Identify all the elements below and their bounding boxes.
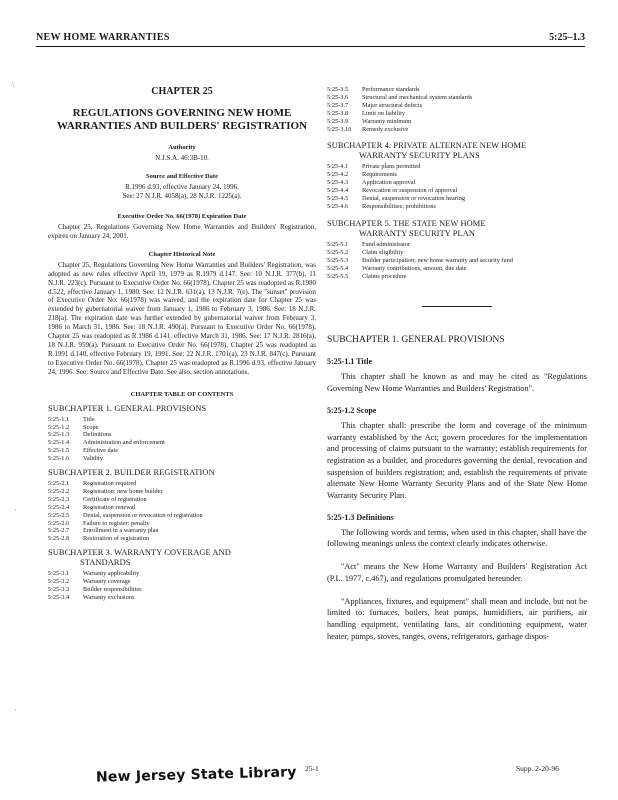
toc-item-number: 5:25-2.8 (48, 535, 70, 543)
toc-item[interactable] (327, 163, 587, 171)
toc-item-title: Private plans permitted (362, 163, 421, 171)
toc-item[interactable] (327, 86, 587, 94)
toc-item[interactable] (327, 195, 587, 203)
toc-item[interactable] (327, 110, 587, 118)
section-text: This chapter shall be known as and may be cited as "Regulations Governing New Home Warranties and Builders' Registration". (327, 372, 587, 394)
toc-item-number: 5:25-5.4 (327, 264, 349, 272)
toc-item-number: 5:25-3.6 (327, 93, 349, 101)
definition-paragraph: "Act" means the New Home Warranty and Builders' Registration Act (P.L. 1977, c.467), and regulations promulgated hereunder. (327, 562, 587, 583)
running-header (36, 30, 585, 47)
toc-item[interactable] (48, 504, 316, 512)
toc-item-number: 5:25-1.4 (48, 439, 70, 447)
toc-item-title: Validity (83, 455, 103, 463)
chapter-number: CHAPTER 25 (151, 86, 213, 97)
toc-item-number: 5:25-3.10 (327, 125, 352, 133)
toc-item-number: 5:25-5.3 (327, 256, 349, 264)
section-heading: 5:25-1.1 Title (327, 357, 373, 367)
toc-item[interactable] (327, 179, 587, 187)
toc-item-number: 5:25-2.4 (48, 503, 70, 511)
toc-subchapter-4-title-line2: WARRANTY SECURITY PLANS (359, 151, 480, 161)
toc-item-title: Fund administrator (362, 240, 411, 248)
toc-item-number: 5:25-2.7 (48, 527, 70, 535)
toc-subchapter-2-title: SUBCHAPTER 2. BUILDER REGISTRATION (48, 468, 215, 478)
toc-item-title: Warranty applicability (83, 570, 140, 578)
historical-note-text: Chapter 25, Regulations Governing New Home Warranties and Builders' Registration, was adopted as new rules effective April 19, 1979 as R.1979 d.147. See: 10 N.J.R. 377(b), 11 N.J.R. 223(c). Pursuant to Executive Order No. 66(1978), Chapter 25 was readopted as R.1980 d.522, effective January 1, 1980. See: 12 N.J.R. 631(a), 13 N.J.R. 7(e). The "sunset" provision of Executive Order No. 66(1978) was waived, and the expiration date for Chapter 25 was extended by gubernatorial waiver from January 1, 1986 to February 3, 1986. See: 18 N.J.R. 218(a). The expiration date was further extended by gubernatorial waiver from February 3, 1986 to March 31, 1986. See: 18 N.J.R. 490(a). Pursuant to Executive Order No. 66(1978), Chapter 25 was readopted as R.1986 d.141, effective March 31, 1986. See: 17 N.J.R. 2816(a), 18 N.J.R. 959(a). Pursuant to Executive Order No. 66(1978), Chapter 25 was readopted as R.1991 d.140, effective February 19, 1991. See: 22 N.J.R. 1701(a), 23 N.J.R. 847(c). Pursuant to Executive Order No. 66(1978), Chapter 25 was readopted as R.1996 d.93, effective January 24, 1996. See: Source and Effective Date. See also, section annotations. (48, 260, 316, 376)
toc-item-number: 5:25-1.6 (48, 455, 70, 463)
toc-item-title: Major structural defects (362, 101, 423, 109)
toc-item-title: Warranty coverage (83, 578, 131, 586)
source-line: See: 27 N.J.R. 4058(a), 28 N.J.R. 1225(a). (122, 192, 242, 200)
toc-item[interactable] (327, 203, 587, 211)
toc-item-number: 5:25-2.1 (48, 480, 70, 488)
toc-subchapter-3-title-line1: SUBCHAPTER 3. WARRANTY COVERAGE AND (48, 548, 231, 558)
toc-subchapter-3-title-line2: STANDARDS (80, 558, 131, 568)
toc-item-title: Requirements (362, 171, 397, 179)
toc-item-title: Scope (83, 423, 99, 431)
toc-item-title: Certificate of registration (83, 495, 147, 503)
toc-item[interactable] (327, 118, 587, 126)
toc-subchapter-1-title: SUBCHAPTER 1. GENERAL PROVISIONS (48, 403, 207, 413)
section-heading: 5:25-1.3 Definitions (327, 512, 394, 522)
toc-item-title: Failure to register: penalty (83, 519, 150, 527)
toc-subchapter-5-title-line1: SUBCHAPTER 5. THE STATE NEW HOME (327, 218, 486, 228)
toc-item[interactable] (48, 594, 316, 602)
toc-item-title: Effective date (83, 447, 119, 455)
toc-item-number: 5:25-4.4 (327, 187, 349, 195)
toc-item[interactable] (48, 439, 316, 447)
toc-item[interactable] (327, 241, 587, 249)
toc-item-title: Limit on liability (362, 109, 406, 117)
toc-item-title: Warranty exclusions (83, 594, 135, 601)
toc-item-number: 5:25-4.5 (327, 195, 349, 203)
toc-item[interactable] (327, 171, 587, 179)
toc-list (327, 163, 587, 210)
toc-item[interactable] (327, 102, 587, 110)
toc-item-number: 5:25-3.4 (48, 594, 70, 601)
toc-item-title: Definitions (83, 431, 112, 439)
source-line: R.1996 d.93, effective January 24, 1996. (125, 183, 239, 191)
toc-item[interactable] (327, 273, 587, 281)
toc-item-title: Registration renewal (83, 503, 136, 511)
toc-item[interactable] (48, 512, 316, 520)
library-stamp: New Jersey State Library (95, 764, 297, 786)
toc-item-title: Responsibilities; prohibitions (362, 202, 436, 210)
toc-list (48, 480, 316, 543)
toc-list (327, 86, 587, 133)
toc-list (48, 416, 316, 463)
toc-item[interactable] (327, 126, 587, 134)
definition-paragraph: "Appliances, fixtures, and equipment" shall mean and include, but not be limited to: furnaces, boilers, heat pumps, humidifiers, air purifiers, air handling equipment, ventilating fans, air conditioning equipment, water heater, pumps, stoves, ranges, ovens, refrigerators, garbage dispos- (327, 596, 587, 641)
authority-text: N.J.S.A. 46:3B-10. (155, 154, 209, 162)
toc-item-number: 5:25-2.6 (48, 519, 70, 527)
toc-item[interactable] (48, 570, 316, 578)
scan-mark: · (14, 505, 17, 515)
toc-subchapter-4-title (327, 141, 587, 161)
toc-item-number: 5:25-1.1 (48, 415, 70, 423)
source-text (48, 183, 316, 201)
toc-item[interactable] (48, 455, 316, 463)
toc-item[interactable] (48, 535, 316, 543)
toc-item-number: 5:25-3.2 (48, 578, 70, 586)
toc-item[interactable] (327, 265, 587, 273)
toc-item[interactable] (327, 187, 587, 195)
chapter-title: REGULATIONS GOVERNING NEW HOME WARRANTIES AND BUILDERS' REGISTRATION (56, 107, 308, 132)
toc-item-number: 5:25-1.5 (48, 447, 70, 455)
source-heading: Source and Effective Date (146, 173, 218, 180)
toc-item-title: Revocation or suspension of approval (362, 187, 458, 195)
toc-item-title: Application approval (362, 179, 416, 187)
toc-item-title: Warranty minimum (362, 117, 412, 125)
toc-item[interactable] (48, 480, 316, 488)
toc-subchapter-3-title (48, 548, 316, 568)
header-section-number: 5:25–1.3 (549, 32, 585, 43)
toc-item[interactable] (48, 488, 316, 496)
scan-mark: \ (12, 80, 15, 90)
toc-item[interactable] (327, 257, 587, 265)
header-title: NEW HOME WARRANTIES (36, 32, 170, 43)
page-number: 25-1 (305, 764, 319, 773)
section-text: The following words and terms, when used in this chapter, shall have the following meanings unless the context clearly indicates otherwise. (327, 527, 587, 549)
toc-item-title: Restoration of registration (83, 535, 150, 543)
toc-list (327, 241, 587, 281)
toc-item[interactable] (48, 527, 316, 535)
toc-subchapter-5-title-line2: WARRANTY SECURITY PLAN (359, 228, 476, 238)
toc-item-title: Administration and enforcement (83, 439, 165, 447)
left-column (48, 86, 316, 604)
executive-order-text: Chapter 25, Regulations Governing New Home Warranties and Builders' Registration, expires on January 24, 2001. (48, 223, 316, 240)
toc-heading: CHAPTER TABLE OF CONTENTS (130, 390, 234, 398)
toc-item-number: 5:25-4.3 (327, 179, 349, 187)
toc-item-number: 5:25-5.5 (327, 272, 349, 280)
toc-item-title: Warranty contributions, amount, due date (362, 264, 467, 272)
toc-item-title: Claim eligibility (362, 248, 404, 256)
section-text: This chapter shall: prescribe the form and coverage of the minimum warranty established by the Act; govern procedures for the implementation and processing of claims pursuant to the warranty; establish requirements for registration as a builder, and procedures governing the denial, revocation and suspension of builders registration; and, establish the requirements of private alternate New Home Warranty Security Plans and of the State New Home Warranty Security Plan. (327, 420, 587, 501)
toc-subchapter-5-title (327, 219, 587, 239)
toc-item-number: 5:25-1.2 (48, 423, 70, 431)
toc-item-title: Performance standards (362, 86, 420, 93)
toc-item-number: 5:25-3.8 (327, 109, 349, 117)
executive-order-heading: Executive Order No. 66(1978) Expiration Date (117, 213, 247, 220)
toc-item-number: 5:25-2.5 (48, 511, 70, 519)
toc-item-number: 5:25-4.1 (327, 163, 349, 171)
toc-item-title: Remedy exclusive (362, 125, 409, 133)
toc-item[interactable] (48, 578, 316, 586)
toc-item[interactable] (48, 416, 316, 424)
toc-item-title: Claims procedure (362, 272, 407, 280)
toc-item[interactable] (48, 520, 316, 528)
scan-mark: · (14, 705, 17, 715)
toc-item[interactable] (327, 249, 587, 257)
toc-item-number: 5:25-2.2 (48, 487, 70, 495)
toc-item[interactable] (48, 424, 316, 432)
body-subchapter-heading: SUBCHAPTER 1. GENERAL PROVISIONS (327, 334, 505, 346)
right-column (327, 86, 587, 642)
historical-note-heading: Chapter Historical Note (148, 250, 216, 258)
toc-item-title: Builder responsibilities (83, 586, 142, 594)
toc-item-number: 5:25-3.7 (327, 101, 349, 109)
toc-item[interactable] (327, 94, 587, 102)
toc-subchapter-4-title-line1: SUBCHAPTER 4. PRIVATE ALTERNATE NEW HOME (327, 141, 527, 151)
toc-item-number: 5:25-3.5 (327, 86, 349, 93)
toc-item-number: 5:25-4.2 (327, 171, 349, 179)
toc-item[interactable] (48, 431, 316, 439)
toc-item-number: 5:25-2.3 (48, 495, 70, 503)
toc-item-number: 5:25-3.3 (48, 586, 70, 594)
authority-heading: Authority (168, 144, 196, 151)
toc-item-title: Enrollment in a warranty plan (83, 527, 159, 535)
toc-item-number: 5:25-5.2 (327, 248, 349, 256)
toc-item-title: Denial, suspension or revocation of registration (83, 511, 203, 519)
supplement-date: Supp. 2-20-96 (516, 764, 559, 773)
toc-item-title: Structural and mechanical system standards (362, 93, 473, 101)
toc-item-title: Registration: new home builder (83, 487, 163, 495)
toc-item-number: 5:25-5.1 (327, 240, 349, 248)
toc-item-number: 5:25-3.9 (327, 117, 349, 125)
section-heading: 5:25-1.2 Scope (327, 405, 377, 415)
toc-item-title: Title (83, 415, 95, 423)
toc-item-number: 5:25-3.1 (48, 570, 70, 578)
toc-list (48, 570, 316, 602)
toc-item-number: 5:25-1.3 (48, 431, 70, 439)
toc-item[interactable] (48, 496, 316, 504)
section-divider (422, 306, 492, 307)
toc-item[interactable] (48, 447, 316, 455)
toc-item-number: 5:25-4.6 (327, 202, 349, 210)
toc-item-title: Registration required (83, 480, 137, 488)
toc-item[interactable] (48, 586, 316, 594)
toc-item-title: Denial, suspension or revocation hearing (362, 195, 465, 203)
toc-item-title: Builder participation; new home warranty and security fund (362, 256, 513, 264)
